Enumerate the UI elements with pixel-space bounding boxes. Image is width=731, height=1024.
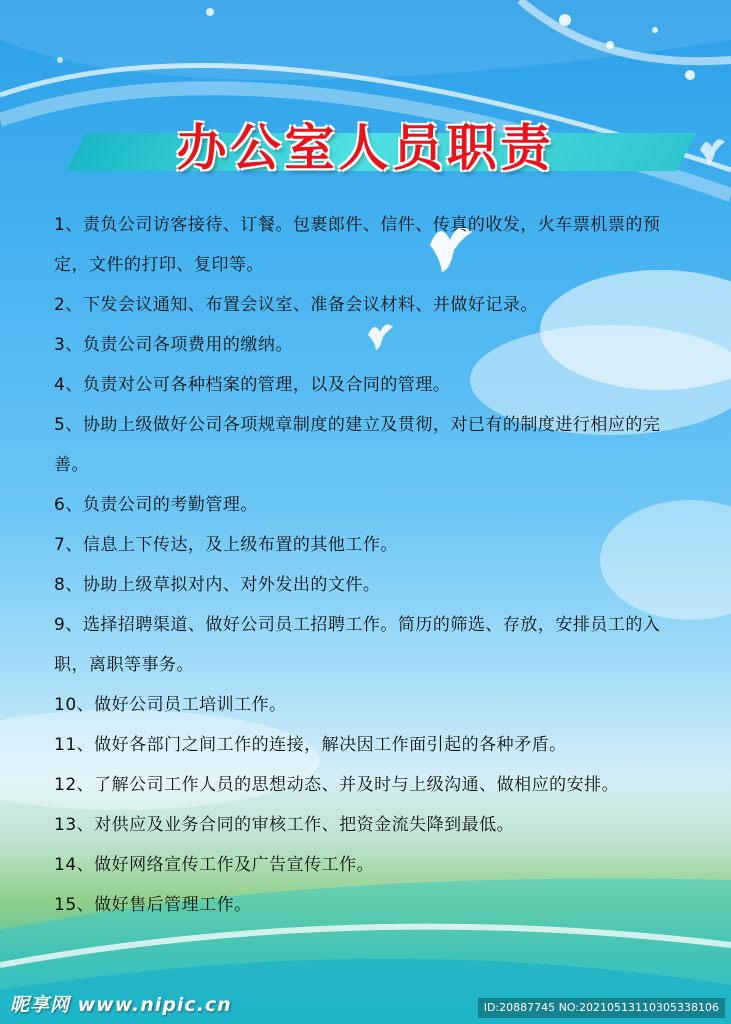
poster-title: 办公室人员职责	[176, 118, 555, 177]
duty-item: 7、信息上下传达，及上级布置的其他工作。	[54, 535, 398, 555]
duty-item: 6、负责公司的考勤管理。	[54, 495, 258, 515]
duty-item: 9、选择招聘渠道、做好公司员工招聘工作。简历的筛选、存放，安排员工的入职，离职等事务。	[54, 615, 661, 675]
duty-item: 10、做好公司员工培训工作。	[54, 695, 287, 715]
duty-item: 5、协助上级做好公司各项规章制度的建立及贯彻，对已有的制度进行相应的完善。	[54, 415, 661, 475]
duty-item: 8、协助上级草拟对内、对外发出的文件。	[54, 575, 381, 595]
duty-item: 3、负责公司各项费用的缴纳。	[54, 335, 293, 355]
duty-item: 11、做好各部门之间工作的连接，解决因工作面引起的各种矛盾。	[54, 735, 567, 755]
watermark-id: ID:20887745 NO:20210513110305338106	[478, 998, 725, 1018]
duty-item: 15、做好售后管理工作。	[54, 895, 252, 915]
duty-list	[54, 205, 694, 925]
watermark-logo: 昵享网 www.nipic.cn	[10, 994, 232, 1016]
duty-item: 14、做好网络宣传工作及广告宣传工作。	[54, 855, 375, 875]
duty-item: 1、责负公司访客接待、订餐。包裹郎件、信件、传真的收发，火车票机票的预定，文件的打印、复印等。	[54, 215, 661, 275]
duty-item: 13、对供应及业务合同的审核工作、把资金流失降到最低。	[54, 815, 515, 835]
duty-item: 4、负责对公可各种档案的管理，以及合同的管理。	[54, 375, 451, 395]
duty-item: 12、了解公司工作人员的思想动态、并及时与上级沟通、做相应的安排。	[54, 775, 620, 795]
duty-item: 2、下发会议通知、布置会议室、准备会议材料、并做好记录。	[54, 295, 538, 315]
